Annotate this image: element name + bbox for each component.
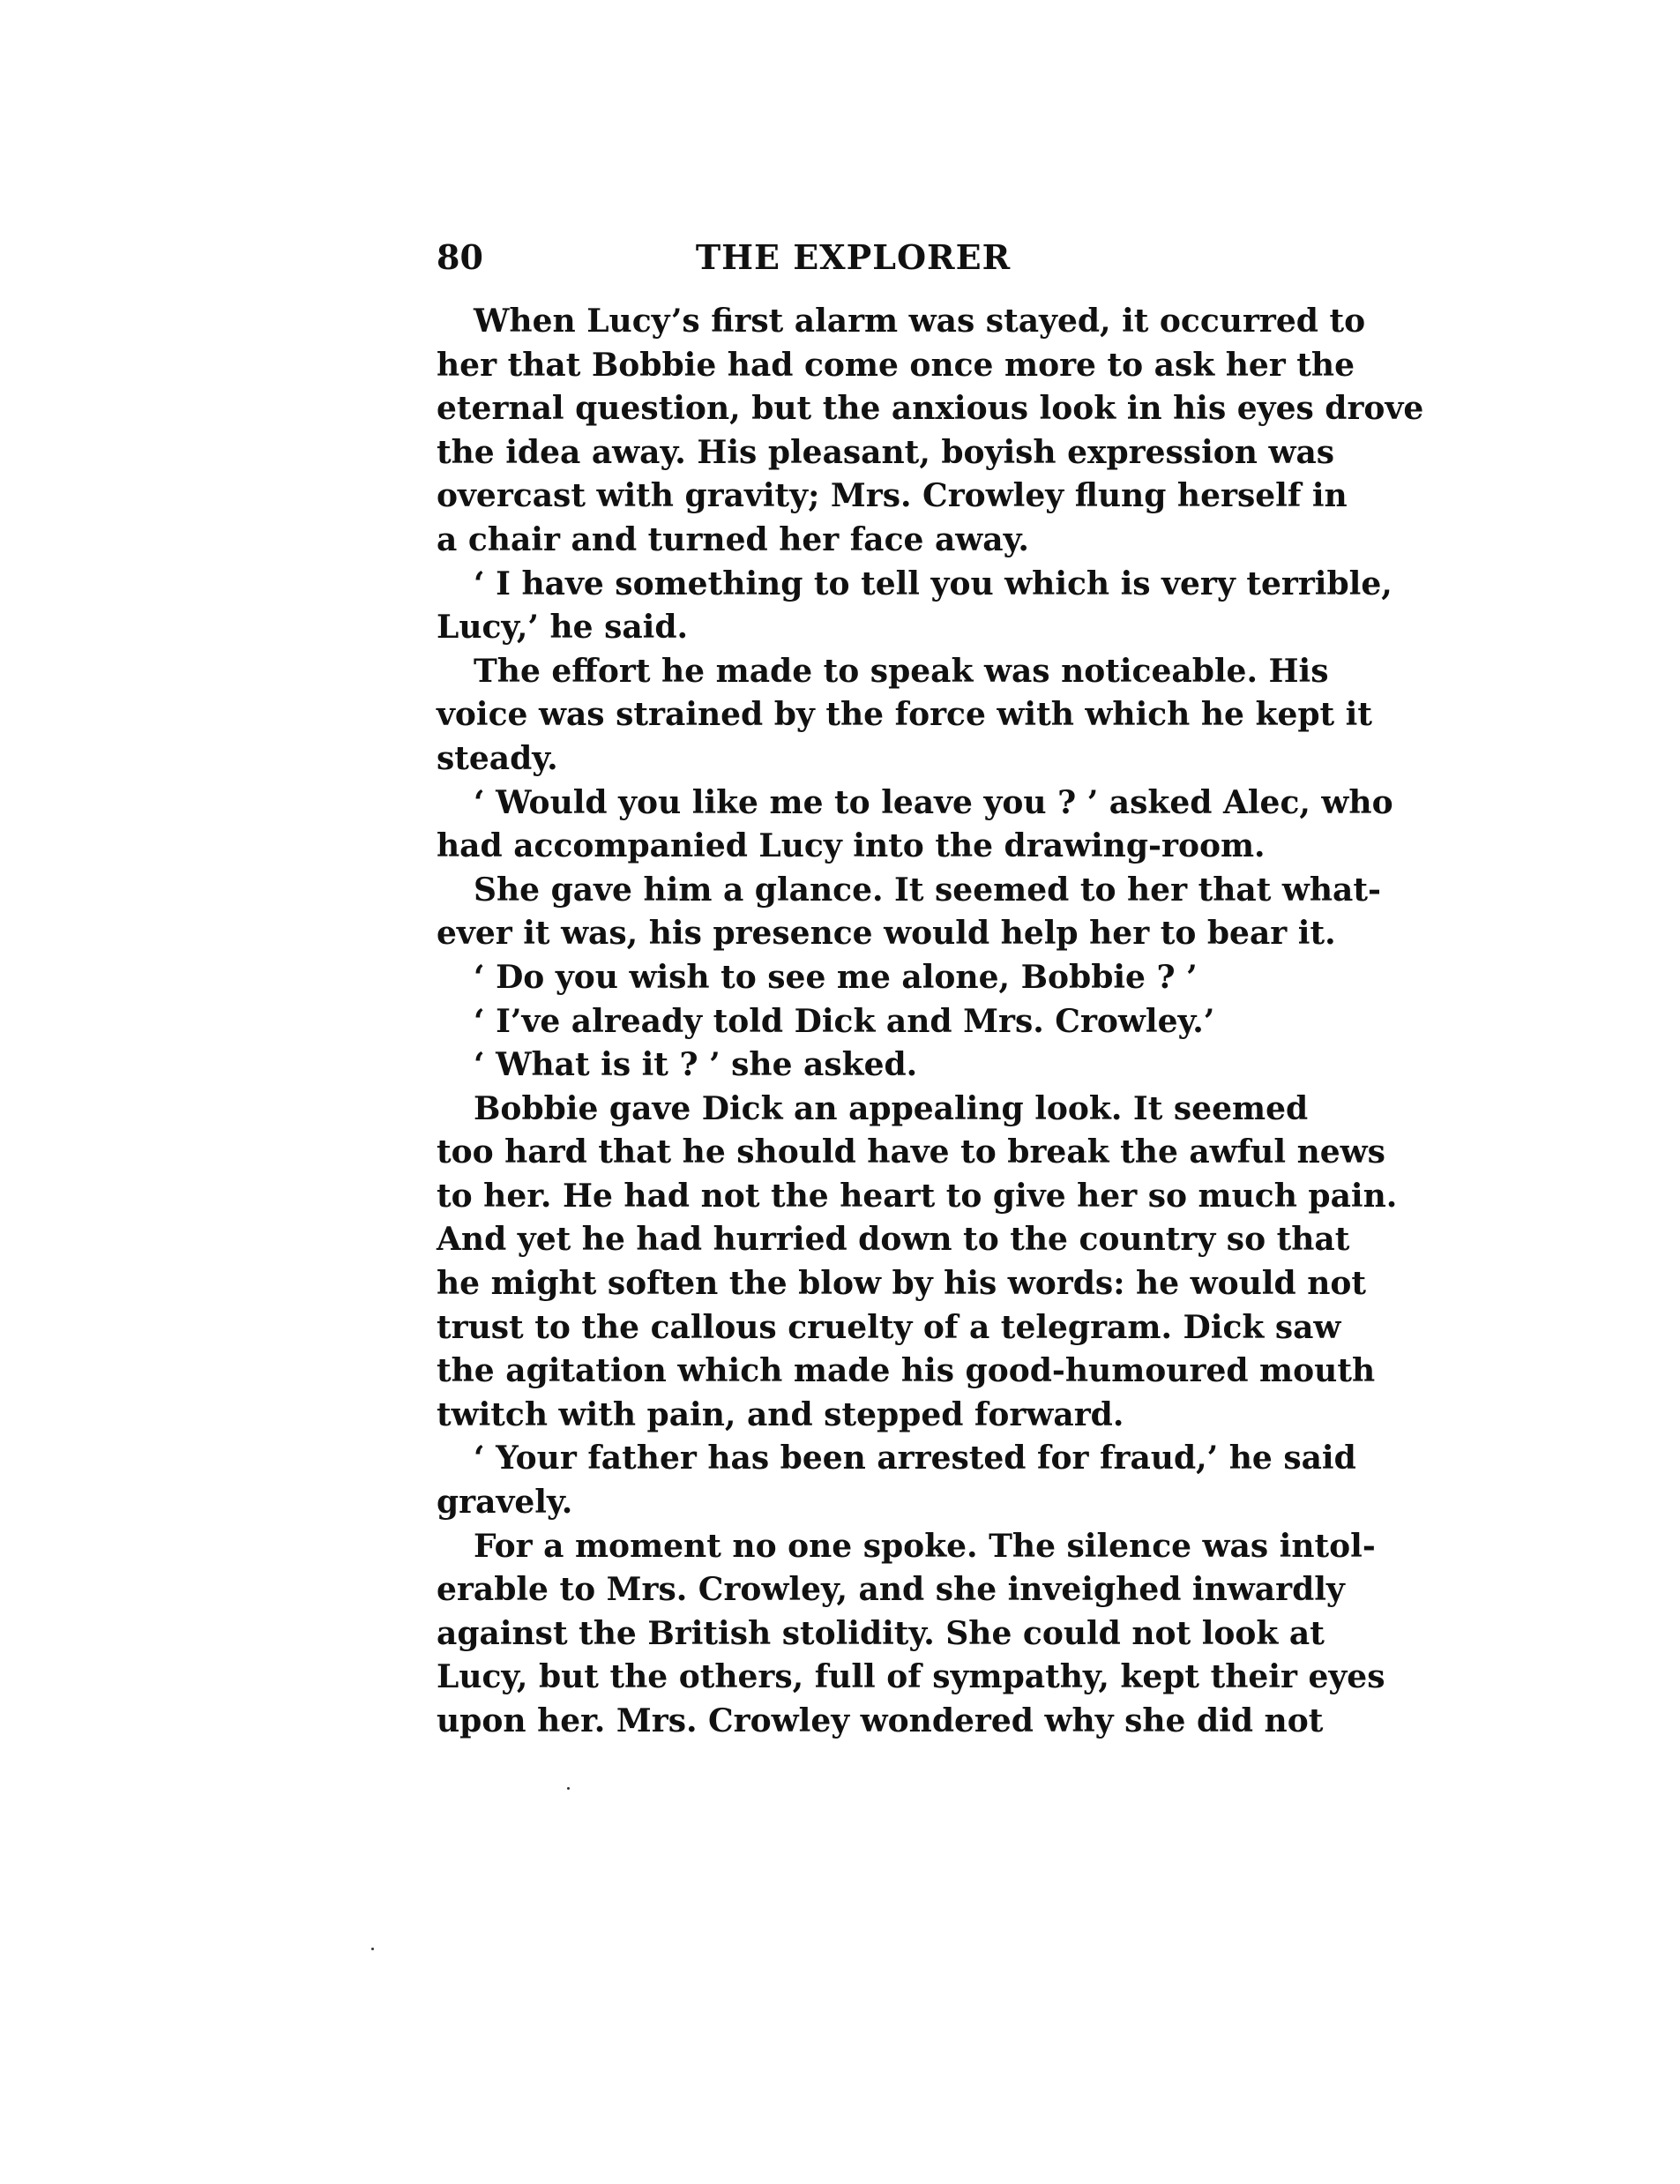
text-line: too hard that he should have to break the awful news: [437, 1133, 1385, 1171]
text-line: Bobbie gave Dick an appealing look. It seemed: [474, 1089, 1309, 1127]
text-line: trust to the callous cruelty of a telegram. Dick saw: [437, 1308, 1341, 1346]
text-line: ‘ Would you like me to leave you ? ’ asked Alec, who: [474, 783, 1393, 821]
text-line: For a moment no one spoke. The silence was intol-: [474, 1527, 1376, 1565]
text-line: overcast with gravity; Mrs. Crowley flung herself in: [437, 477, 1348, 515]
scan-speck: [371, 1948, 374, 1950]
text-line: erable to Mrs. Crowley, and she inveighed inwardly: [437, 1571, 1345, 1609]
text-line: upon her. Mrs. Crowley wondered why she did not: [437, 1702, 1324, 1739]
text-line: her that Bobbie had come once more to ask her the: [437, 346, 1355, 384]
running-head: [437, 231, 1305, 284]
text-line: She gave him a glance. It seemed to her that what-: [474, 871, 1381, 909]
text-line: ‘ I’ve already told Dick and Mrs. Crowley.’: [474, 1002, 1215, 1040]
text-line: Lucy, but the others, full of sympathy, kept their eyes: [437, 1658, 1385, 1696]
text-line: to her. He had not the heart to give her so much pain.: [437, 1177, 1398, 1215]
text-line: ever it was, his presence would help her to bear it.: [437, 915, 1336, 953]
text-line: eternal question, but the anxious look in his eyes drove: [437, 390, 1424, 428]
text-line: ‘ Your father has been arrested for fraud,’ he said: [474, 1440, 1356, 1477]
running-title: THE EXPLORER: [695, 237, 1012, 277]
text-line: Lucy,’ he said.: [437, 609, 689, 647]
text-line: ‘ I have something to tell you which is very terrible,: [474, 565, 1393, 602]
text-line: against the British stolidity. She could not look at: [437, 1614, 1325, 1652]
text-line: he might soften the blow by his words: he would not: [437, 1265, 1367, 1303]
text-line: ‘ What is it ? ’ she asked.: [474, 1046, 918, 1084]
text-line: the agitation which made his good-humoured mouth: [437, 1352, 1376, 1390]
scan-speck: [567, 1787, 570, 1790]
body-text: [437, 300, 1424, 1744]
text-line: the idea away. His pleasant, boyish expression was: [437, 433, 1335, 471]
text-line: a chair and turned her face away.: [437, 520, 1029, 558]
text-line: The effort he made to speak was noticeable. His: [474, 652, 1329, 690]
text-line: When Lucy’s first alarm was stayed, it occurred to: [474, 303, 1366, 340]
text-line: voice was strained by the force with which he kept it: [437, 696, 1372, 734]
page-number: 80: [437, 237, 483, 277]
text-line: gravely.: [437, 1484, 573, 1522]
text-line: had accompanied Lucy into the drawing-room.: [437, 827, 1266, 865]
text-line: twitch with pain, and stepped forward.: [437, 1395, 1124, 1433]
text-line: And yet he had hurried down to the country so that: [437, 1221, 1350, 1259]
text-line: steady.: [437, 739, 558, 777]
text-line: ‘ Do you wish to see me alone, Bobbie ? ’: [474, 958, 1198, 996]
